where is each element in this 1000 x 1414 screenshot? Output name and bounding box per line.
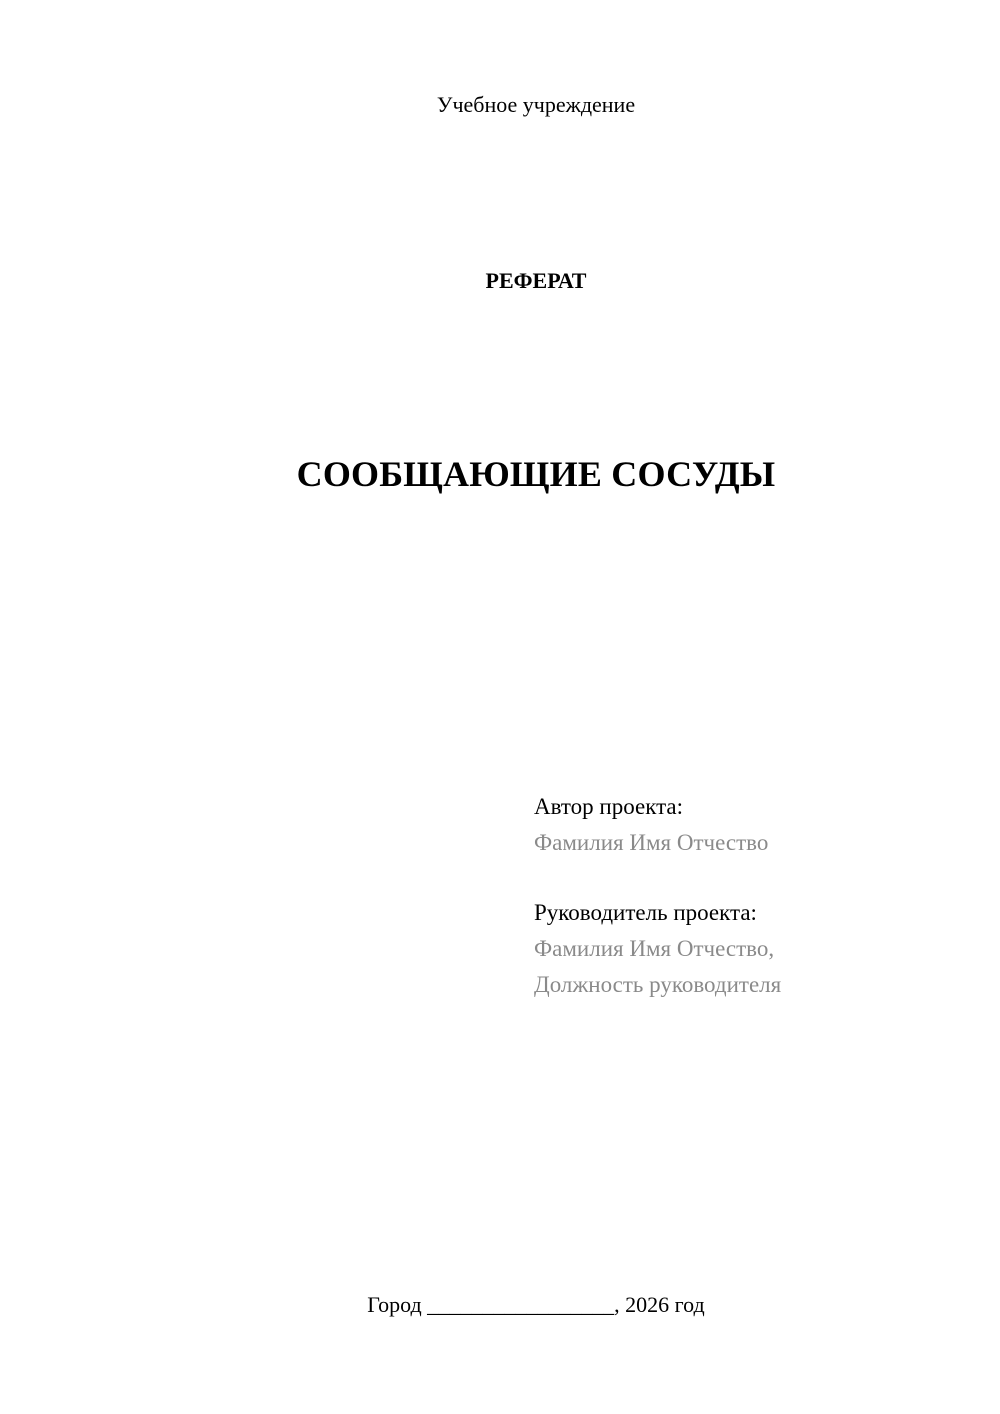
- author-name: Фамилия Имя Отчество: [534, 830, 769, 855]
- supervisor-label: Руководитель проекта:: [534, 900, 757, 925]
- author-label: Автор проекта:: [534, 794, 683, 819]
- credits-block: [534, 789, 781, 1003]
- city-year-line: Город _________________, 2026 год: [367, 1292, 705, 1317]
- credits-spacer: [534, 861, 781, 895]
- document-type: РЕФЕРАТ: [485, 268, 587, 293]
- supervisor-name: Фамилия Имя Отчество,: [534, 936, 775, 961]
- document-title: СООБЩАЮЩИЕ СОСУДЫ: [296, 454, 776, 494]
- supervisor-position: Должность руководителя: [534, 972, 782, 997]
- institution-name: Учебное учреждение: [436, 92, 636, 117]
